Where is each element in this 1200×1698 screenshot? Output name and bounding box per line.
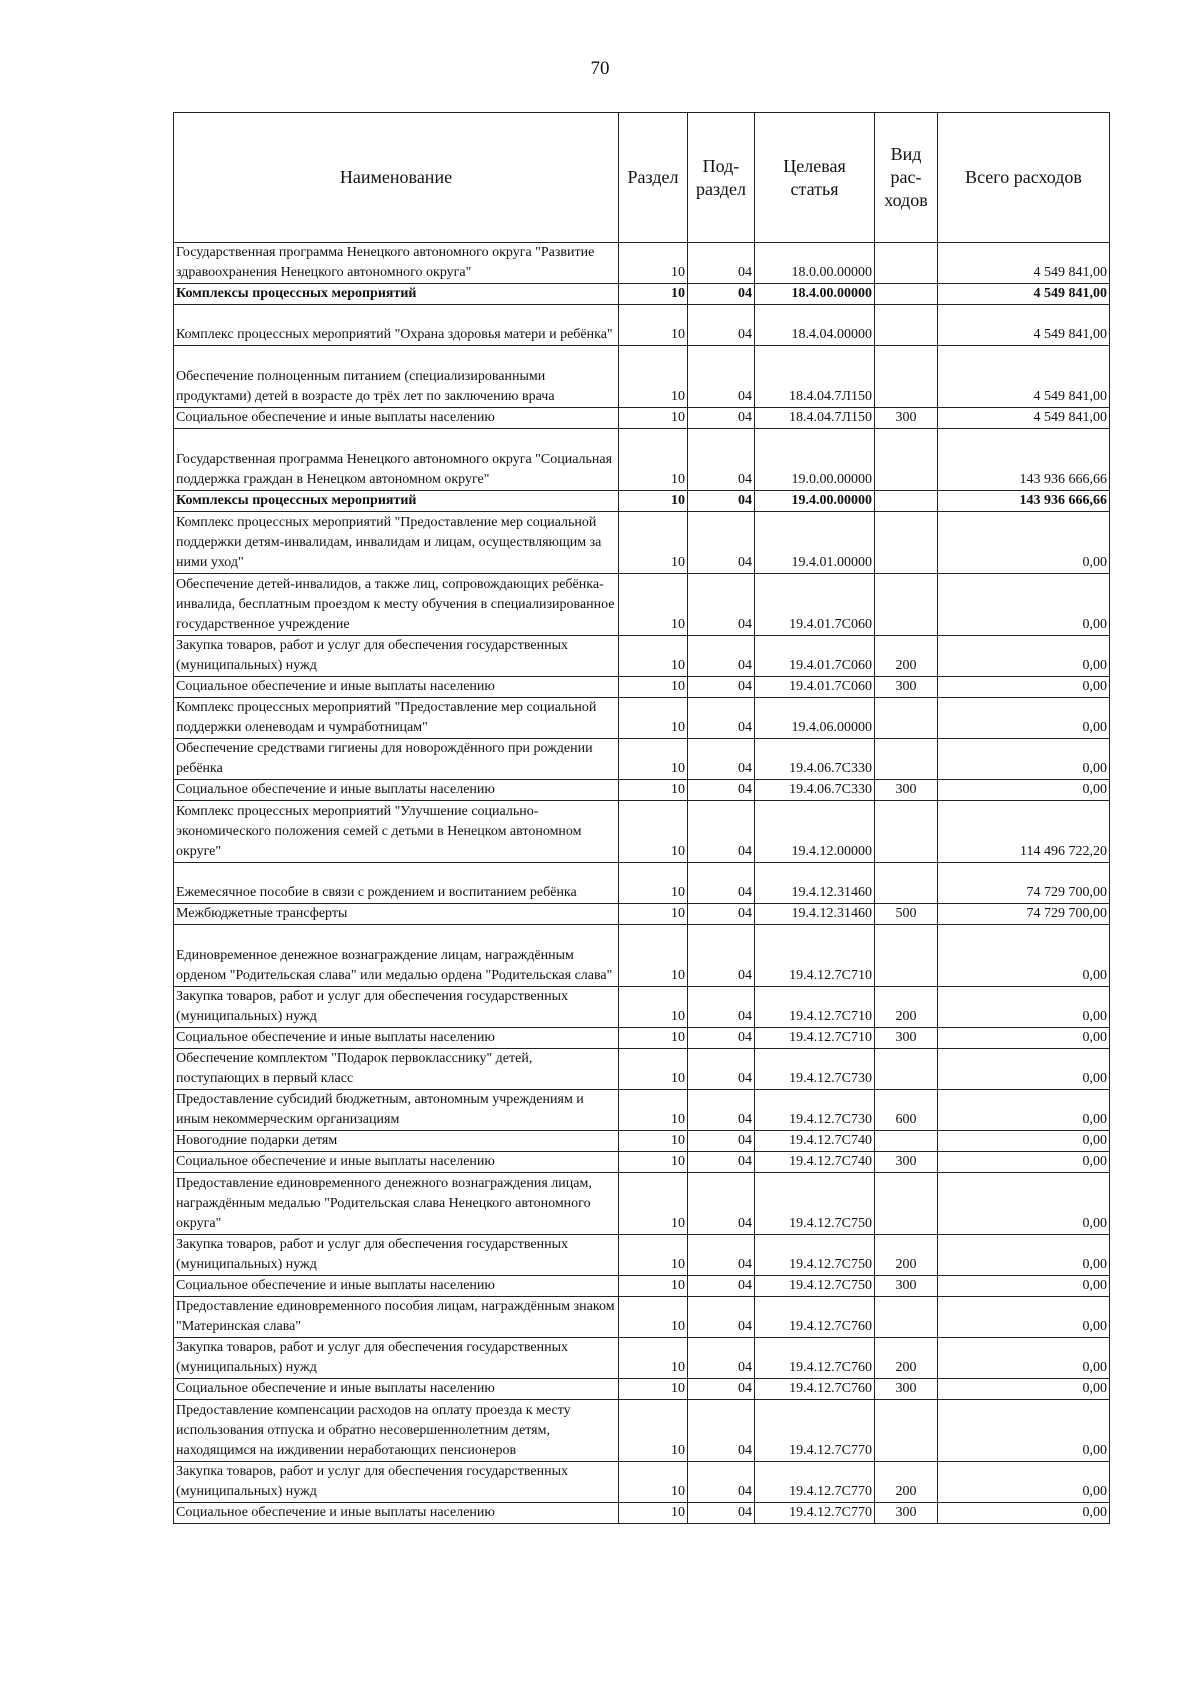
row-subsection: 04 [688,1090,755,1131]
row-target: 18.4.04.00000 [755,305,875,346]
table-body [174,243,1110,1524]
row-name: Социальное обеспечение и иные выплаты населению [174,1379,619,1400]
row-name: Закупка товаров, работ и услуг для обеспечения государственных (муниципальных) нужд [174,1462,619,1503]
row-subsection: 04 [688,284,755,305]
row-target: 18.0.00.00000 [755,243,875,284]
row-expense-type: 300 [875,1276,938,1297]
row-total: 0,00 [938,1049,1110,1090]
row-total: 0,00 [938,698,1110,739]
row-target: 19.4.12.7С760 [755,1297,875,1338]
row-total: 0,00 [938,1090,1110,1131]
row-name: Закупка товаров, работ и услуг для обеспечения государственных (муниципальных) нужд [174,636,619,677]
row-total: 0,00 [938,739,1110,780]
header-target: Целевая статья [755,113,875,243]
row-subsection: 04 [688,863,755,904]
row-total: 0,00 [938,574,1110,636]
row-target: 19.4.12.7С760 [755,1338,875,1379]
row-expense-type [875,698,938,739]
row-target: 19.4.12.7С750 [755,1235,875,1276]
row-section: 10 [619,1400,688,1462]
row-name: Социальное обеспечение и иные выплаты населению [174,1503,619,1524]
row-expense-type [875,305,938,346]
row-total: 4 549 841,00 [938,284,1110,305]
row-total: 0,00 [938,1276,1110,1297]
row-target: 19.4.12.7С770 [755,1400,875,1462]
row-name: Социальное обеспечение и иные выплаты населению [174,1028,619,1049]
row-subsection: 04 [688,677,755,698]
row-target: 19.4.06.7С330 [755,780,875,801]
row-target: 19.4.01.00000 [755,512,875,574]
row-subsection: 04 [688,491,755,512]
row-expense-type [875,284,938,305]
row-target: 19.4.06.7С330 [755,739,875,780]
row-section: 10 [619,1152,688,1173]
row-name: Предоставление компенсации расходов на оплату проезда к месту использования отпуска и обратно несовершеннолетним детям, находящимся на иждивении неработающих пенсионеров [174,1400,619,1462]
row-name: Закупка товаров, работ и услуг для обеспечения государственных (муниципальных) нужд [174,1235,619,1276]
row-subsection: 04 [688,512,755,574]
row-name: Комплекс процессных мероприятий "Предоставление мер социальной поддержки детям-инвалидам, инвалидам и лицам, осуществляющим за ними уход" [174,512,619,574]
row-total: 0,00 [938,1503,1110,1524]
row-total: 114 496 722,20 [938,801,1110,863]
row-subsection: 04 [688,1400,755,1462]
row-subsection: 04 [688,801,755,863]
table-row [174,1276,1110,1297]
table-row [174,1235,1110,1276]
row-expense-type [875,243,938,284]
row-target: 19.4.00.00000 [755,491,875,512]
row-subsection: 04 [688,1276,755,1297]
row-expense-type: 200 [875,636,938,677]
row-section: 10 [619,1131,688,1152]
table-row [174,1338,1110,1379]
budget-table [173,112,1110,1524]
row-expense-type [875,801,938,863]
row-target: 18.4.00.00000 [755,284,875,305]
table-row [174,429,1110,491]
row-total: 0,00 [938,1338,1110,1379]
row-subsection: 04 [688,1462,755,1503]
row-section: 10 [619,512,688,574]
row-expense-type [875,1131,938,1152]
header-total: Всего расходов [938,113,1110,243]
row-expense-type: 200 [875,1235,938,1276]
row-section: 10 [619,780,688,801]
row-subsection: 04 [688,1338,755,1379]
row-total: 74 729 700,00 [938,863,1110,904]
row-subsection: 04 [688,429,755,491]
row-subsection: 04 [688,1152,755,1173]
row-section: 10 [619,346,688,408]
row-expense-type [875,512,938,574]
row-name: Ежемесячное пособие в связи с рождением и воспитанием ребёнка [174,863,619,904]
row-name: Новогодние подарки детям [174,1131,619,1152]
row-subsection: 04 [688,987,755,1028]
row-total: 0,00 [938,987,1110,1028]
row-total: 0,00 [938,925,1110,987]
row-subsection: 04 [688,698,755,739]
row-subsection: 04 [688,408,755,429]
row-section: 10 [619,305,688,346]
row-name: Предоставление единовременного денежного вознаграждения лицам, награждённым медалью "Родительская слава Ненецкого автономного округа" [174,1173,619,1235]
row-target: 19.4.12.31460 [755,904,875,925]
row-expense-type: 300 [875,1503,938,1524]
row-target: 18.4.04.7Л150 [755,408,875,429]
row-total: 0,00 [938,677,1110,698]
row-section: 10 [619,1462,688,1503]
row-expense-type [875,574,938,636]
row-subsection: 04 [688,780,755,801]
table-row [174,801,1110,863]
row-expense-type [875,346,938,408]
table-row [174,987,1110,1028]
row-target: 19.4.01.7С060 [755,574,875,636]
row-name: Комплексы процессных мероприятий [174,491,619,512]
row-section: 10 [619,1379,688,1400]
row-target: 19.4.12.7С710 [755,1028,875,1049]
row-name: Межбюджетные трансферты [174,904,619,925]
row-name: Предоставление субсидий бюджетным, автономным учреждениям и иным некоммерческим организациям [174,1090,619,1131]
table-row [174,346,1110,408]
table-row [174,1090,1110,1131]
row-total: 4 549 841,00 [938,408,1110,429]
table-row [174,636,1110,677]
row-target: 19.0.00.00000 [755,429,875,491]
row-expense-type [875,1049,938,1090]
row-section: 10 [619,1297,688,1338]
row-section: 10 [619,739,688,780]
row-target: 19.4.12.7С740 [755,1152,875,1173]
table-row [174,1028,1110,1049]
row-target: 19.4.12.7С740 [755,1131,875,1152]
row-section: 10 [619,925,688,987]
row-total: 0,00 [938,1152,1110,1173]
table-row [174,574,1110,636]
row-target: 19.4.06.00000 [755,698,875,739]
row-expense-type [875,925,938,987]
row-subsection: 04 [688,904,755,925]
row-section: 10 [619,284,688,305]
row-expense-type [875,739,938,780]
row-expense-type: 500 [875,904,938,925]
row-total: 143 936 666,66 [938,491,1110,512]
row-total: 0,00 [938,1400,1110,1462]
row-total: 0,00 [938,780,1110,801]
table-row [174,491,1110,512]
row-total: 143 936 666,66 [938,429,1110,491]
table-row [174,408,1110,429]
row-section: 10 [619,1090,688,1131]
row-target: 19.4.12.00000 [755,801,875,863]
row-target: 19.4.12.31460 [755,863,875,904]
table-row [174,739,1110,780]
row-subsection: 04 [688,1049,755,1090]
row-name: Государственная программа Ненецкого автономного округа "Социальная поддержка граждан в Ненецком автономном округе" [174,429,619,491]
row-name: Государственная программа Ненецкого автономного округа "Развитие здравоохранения Ненецкого автономного округа" [174,243,619,284]
row-expense-type: 300 [875,780,938,801]
row-total: 0,00 [938,1297,1110,1338]
row-name: Обеспечение комплектом "Подарок первокласснику" детей, поступающих в первый класс [174,1049,619,1090]
row-section: 10 [619,1503,688,1524]
table-row [174,1297,1110,1338]
table-row [174,780,1110,801]
row-name: Обеспечение полноценным питанием (специализированными продуктами) детей в возрасте до трёх лет по заключению врача [174,346,619,408]
row-section: 10 [619,987,688,1028]
row-subsection: 04 [688,1235,755,1276]
row-total: 0,00 [938,1028,1110,1049]
table-row [174,284,1110,305]
row-section: 10 [619,1338,688,1379]
row-subsection: 04 [688,243,755,284]
row-section: 10 [619,491,688,512]
row-target: 19.4.01.7С060 [755,636,875,677]
row-total: 0,00 [938,1131,1110,1152]
row-name: Закупка товаров, работ и услуг для обеспечения государственных (муниципальных) нужд [174,1338,619,1379]
row-subsection: 04 [688,1379,755,1400]
row-section: 10 [619,1276,688,1297]
row-section: 10 [619,408,688,429]
row-target: 19.4.12.7С750 [755,1173,875,1235]
row-subsection: 04 [688,1028,755,1049]
row-name: Социальное обеспечение и иные выплаты населению [174,1152,619,1173]
header-section: Раздел [619,113,688,243]
row-name: Единовременное денежное вознаграждение лицам, награждённым орденом "Родительская слава" или медалью ордена "Родительская слава" [174,925,619,987]
row-expense-type: 300 [875,1152,938,1173]
table-row [174,1173,1110,1235]
row-total: 0,00 [938,1379,1110,1400]
row-expense-type: 300 [875,408,938,429]
row-section: 10 [619,243,688,284]
table-row [174,243,1110,284]
row-expense-type [875,491,938,512]
row-expense-type: 200 [875,1462,938,1503]
row-subsection: 04 [688,925,755,987]
header-name: Наименование [174,113,619,243]
row-total: 4 549 841,00 [938,305,1110,346]
row-section: 10 [619,1235,688,1276]
row-expense-type: 300 [875,1379,938,1400]
row-expense-type: 300 [875,1028,938,1049]
row-name: Комплекс процессных мероприятий "Охрана здоровья матери и ребёнка" [174,305,619,346]
row-target: 19.4.01.7С060 [755,677,875,698]
row-section: 10 [619,1028,688,1049]
row-name: Комплексы процессных мероприятий [174,284,619,305]
row-total: 0,00 [938,1462,1110,1503]
row-name: Социальное обеспечение и иные выплаты населению [174,677,619,698]
row-name: Комплекс процессных мероприятий "Предоставление мер социальной поддержки оленеводам и чумработницам" [174,698,619,739]
row-total: 0,00 [938,512,1110,574]
row-total: 74 729 700,00 [938,904,1110,925]
row-name: Социальное обеспечение и иные выплаты населению [174,780,619,801]
row-target: 19.4.12.7С770 [755,1462,875,1503]
table-row [174,1049,1110,1090]
table-row [174,698,1110,739]
row-section: 10 [619,574,688,636]
table-header-row [174,113,1110,243]
table-row [174,305,1110,346]
row-total: 0,00 [938,636,1110,677]
row-section: 10 [619,1173,688,1235]
row-expense-type [875,1297,938,1338]
table-row [174,512,1110,574]
row-subsection: 04 [688,305,755,346]
row-name: Закупка товаров, работ и услуг для обеспечения государственных (муниципальных) нужд [174,987,619,1028]
row-total: 0,00 [938,1173,1110,1235]
row-name: Социальное обеспечение и иные выплаты населению [174,1276,619,1297]
row-target: 19.4.12.7С710 [755,987,875,1028]
row-expense-type: 300 [875,677,938,698]
row-target: 19.4.12.7С730 [755,1049,875,1090]
table-row [174,904,1110,925]
row-expense-type: 200 [875,987,938,1028]
row-expense-type: 600 [875,1090,938,1131]
row-name: Обеспечение средствами гигиены для новорождённого при рождении ребёнка [174,739,619,780]
row-expense-type [875,429,938,491]
table-row [174,1503,1110,1524]
page-number: 70 [590,58,610,79]
table-row [174,1462,1110,1503]
row-name: Обеспечение детей-инвалидов, а также лиц, сопровождающих ребёнка-инвалида, бесплатным проездом к месту обучения в специализированное государственное учреждение [174,574,619,636]
header-subsection: Под- раздел [688,113,755,243]
row-section: 10 [619,904,688,925]
row-target: 19.4.12.7С710 [755,925,875,987]
row-subsection: 04 [688,1131,755,1152]
row-name: Комплекс процессных мероприятий "Улучшение социально-экономического положения семей с детьми в Ненецком автономном округе" [174,801,619,863]
row-subsection: 04 [688,1297,755,1338]
row-name: Предоставление единовременного пособия лицам, награждённым знаком "Материнская слава" [174,1297,619,1338]
row-section: 10 [619,698,688,739]
row-expense-type [875,1173,938,1235]
table-row [174,863,1110,904]
row-section: 10 [619,677,688,698]
row-target: 19.4.12.7С730 [755,1090,875,1131]
row-subsection: 04 [688,1503,755,1524]
row-target: 18.4.04.7Л150 [755,346,875,408]
row-section: 10 [619,863,688,904]
row-expense-type: 200 [875,1338,938,1379]
header-expense-type: Вид рас- ходов [875,113,938,243]
row-total: 4 549 841,00 [938,346,1110,408]
row-section: 10 [619,1049,688,1090]
row-expense-type [875,1400,938,1462]
table-row [174,1131,1110,1152]
row-total: 4 549 841,00 [938,243,1110,284]
table-row [174,1400,1110,1462]
row-target: 19.4.12.7С760 [755,1379,875,1400]
row-subsection: 04 [688,1173,755,1235]
row-section: 10 [619,801,688,863]
table-row [174,677,1110,698]
table-row [174,1152,1110,1173]
table-row [174,1379,1110,1400]
row-expense-type [875,863,938,904]
row-target: 19.4.12.7С750 [755,1276,875,1297]
row-total: 0,00 [938,1235,1110,1276]
row-name: Социальное обеспечение и иные выплаты населению [174,408,619,429]
row-section: 10 [619,636,688,677]
row-subsection: 04 [688,739,755,780]
row-subsection: 04 [688,636,755,677]
row-subsection: 04 [688,574,755,636]
row-subsection: 04 [688,346,755,408]
row-target: 19.4.12.7С770 [755,1503,875,1524]
row-section: 10 [619,429,688,491]
table-row [174,925,1110,987]
